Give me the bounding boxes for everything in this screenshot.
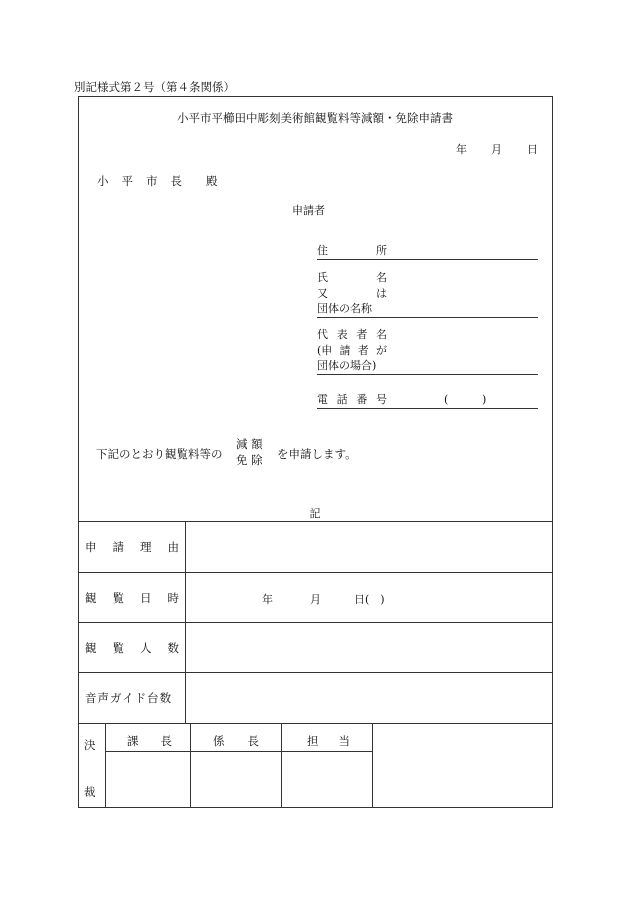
- rep-label-char: 者: [356, 328, 368, 341]
- address-field: [317, 243, 538, 260]
- name-label-char: は: [376, 286, 387, 300]
- name-label-char: 名: [376, 271, 387, 284]
- addressee-char: 小: [97, 174, 109, 188]
- approver-char: 係: [213, 734, 225, 748]
- approver-char: 課: [127, 734, 139, 748]
- label-char: 請: [112, 540, 124, 554]
- rep-label-line: 団体の場合): [317, 359, 377, 372]
- row-label-date-time: [85, 590, 179, 606]
- option-reduction: 減 額: [236, 437, 263, 451]
- decision-divider: [105, 723, 106, 808]
- label-char: 観: [85, 641, 97, 655]
- addressee: [97, 173, 218, 189]
- approver-divider: [281, 723, 282, 808]
- name-label-char: 又: [317, 286, 328, 300]
- rep-label-char: 名: [375, 328, 387, 341]
- approver-divider: [190, 723, 191, 808]
- date-month-label: 月: [491, 143, 502, 156]
- name-label-line: 団体の名称: [317, 302, 372, 315]
- name-label-char: 氏: [317, 271, 328, 284]
- address-label-char: 住: [317, 244, 328, 257]
- rep-label-char: 者: [357, 343, 369, 357]
- decision-char: 決: [84, 738, 96, 752]
- label-char: 申: [85, 540, 97, 554]
- phone-label-char: 電: [317, 393, 328, 406]
- approver-subsection-chief: [213, 733, 259, 749]
- approver-char: 当: [338, 734, 350, 748]
- date-day-label: 日: [527, 143, 538, 156]
- addressee-honorific: 殿: [206, 174, 218, 188]
- approver-staff: [307, 733, 350, 749]
- date-time-year: 年: [262, 593, 273, 606]
- phone-label-char: 話: [336, 393, 348, 406]
- applicant-label: 申請者: [292, 204, 325, 217]
- phone-paren-close: ): [482, 393, 487, 406]
- row-label-reason: [85, 539, 179, 555]
- label-char: 時: [167, 591, 179, 605]
- rep-label-char: 請: [339, 343, 351, 357]
- rep-label-char: 代: [317, 328, 328, 341]
- label-char: 日: [140, 591, 152, 605]
- label-column-divider: [185, 521, 186, 723]
- application-prefix: 下記のとおり観覧料等の: [96, 447, 223, 461]
- rep-label-char: (申: [317, 343, 333, 357]
- address-label-char: 所: [376, 244, 387, 257]
- row-divider: [78, 622, 553, 623]
- label-char: 数: [167, 641, 179, 655]
- form-number-label: 別記様式第２号（第４条関係）: [74, 80, 235, 94]
- name-field: [317, 270, 538, 318]
- ki-heading: 記: [309, 507, 321, 520]
- phone-label-char: 番: [356, 393, 368, 406]
- label-char: 由: [167, 540, 179, 554]
- addressee-char: 平: [121, 174, 133, 188]
- row-divider: [78, 723, 553, 724]
- rep-label-char: が: [376, 343, 387, 357]
- label-char: 覧: [112, 641, 124, 655]
- table-top-border: [78, 521, 553, 522]
- approver-char: 担: [307, 734, 319, 748]
- approver-header-divider: [105, 751, 372, 752]
- date-time-month: 月: [310, 593, 321, 606]
- approver-divider: [372, 723, 373, 808]
- phone-label-char: 号: [375, 393, 387, 406]
- application-suffix: を申請します。: [277, 447, 357, 461]
- representative-field: [317, 327, 538, 375]
- option-stack: [236, 437, 263, 468]
- label-char: 人: [140, 641, 152, 655]
- approver-char: 長: [160, 734, 172, 748]
- addressee-char: 長: [170, 174, 182, 188]
- row-divider: [78, 572, 553, 573]
- row-divider: [78, 672, 553, 673]
- label-char: 理: [140, 540, 152, 554]
- row-label-count: [85, 640, 179, 656]
- row-label-audio-guide: 音声ガイド台数: [85, 691, 173, 705]
- date-time-day: 日( ): [354, 593, 385, 606]
- approver-char: 長: [247, 734, 259, 748]
- date-year-label: 年: [456, 143, 467, 156]
- approver-section-chief: [127, 733, 172, 749]
- label-char: 観: [85, 591, 97, 605]
- option-exemption: 免 除: [236, 452, 263, 467]
- phone-field: [317, 392, 538, 409]
- rep-label-char: 表: [336, 328, 348, 341]
- label-char: 覧: [112, 591, 124, 605]
- addressee-char: 市: [146, 174, 158, 188]
- decision-char: 裁: [84, 785, 96, 799]
- form-title: 小平市平櫛田中彫刻美術館観覧料等減額・免除申請書: [177, 111, 453, 125]
- phone-paren-open: (: [444, 393, 449, 406]
